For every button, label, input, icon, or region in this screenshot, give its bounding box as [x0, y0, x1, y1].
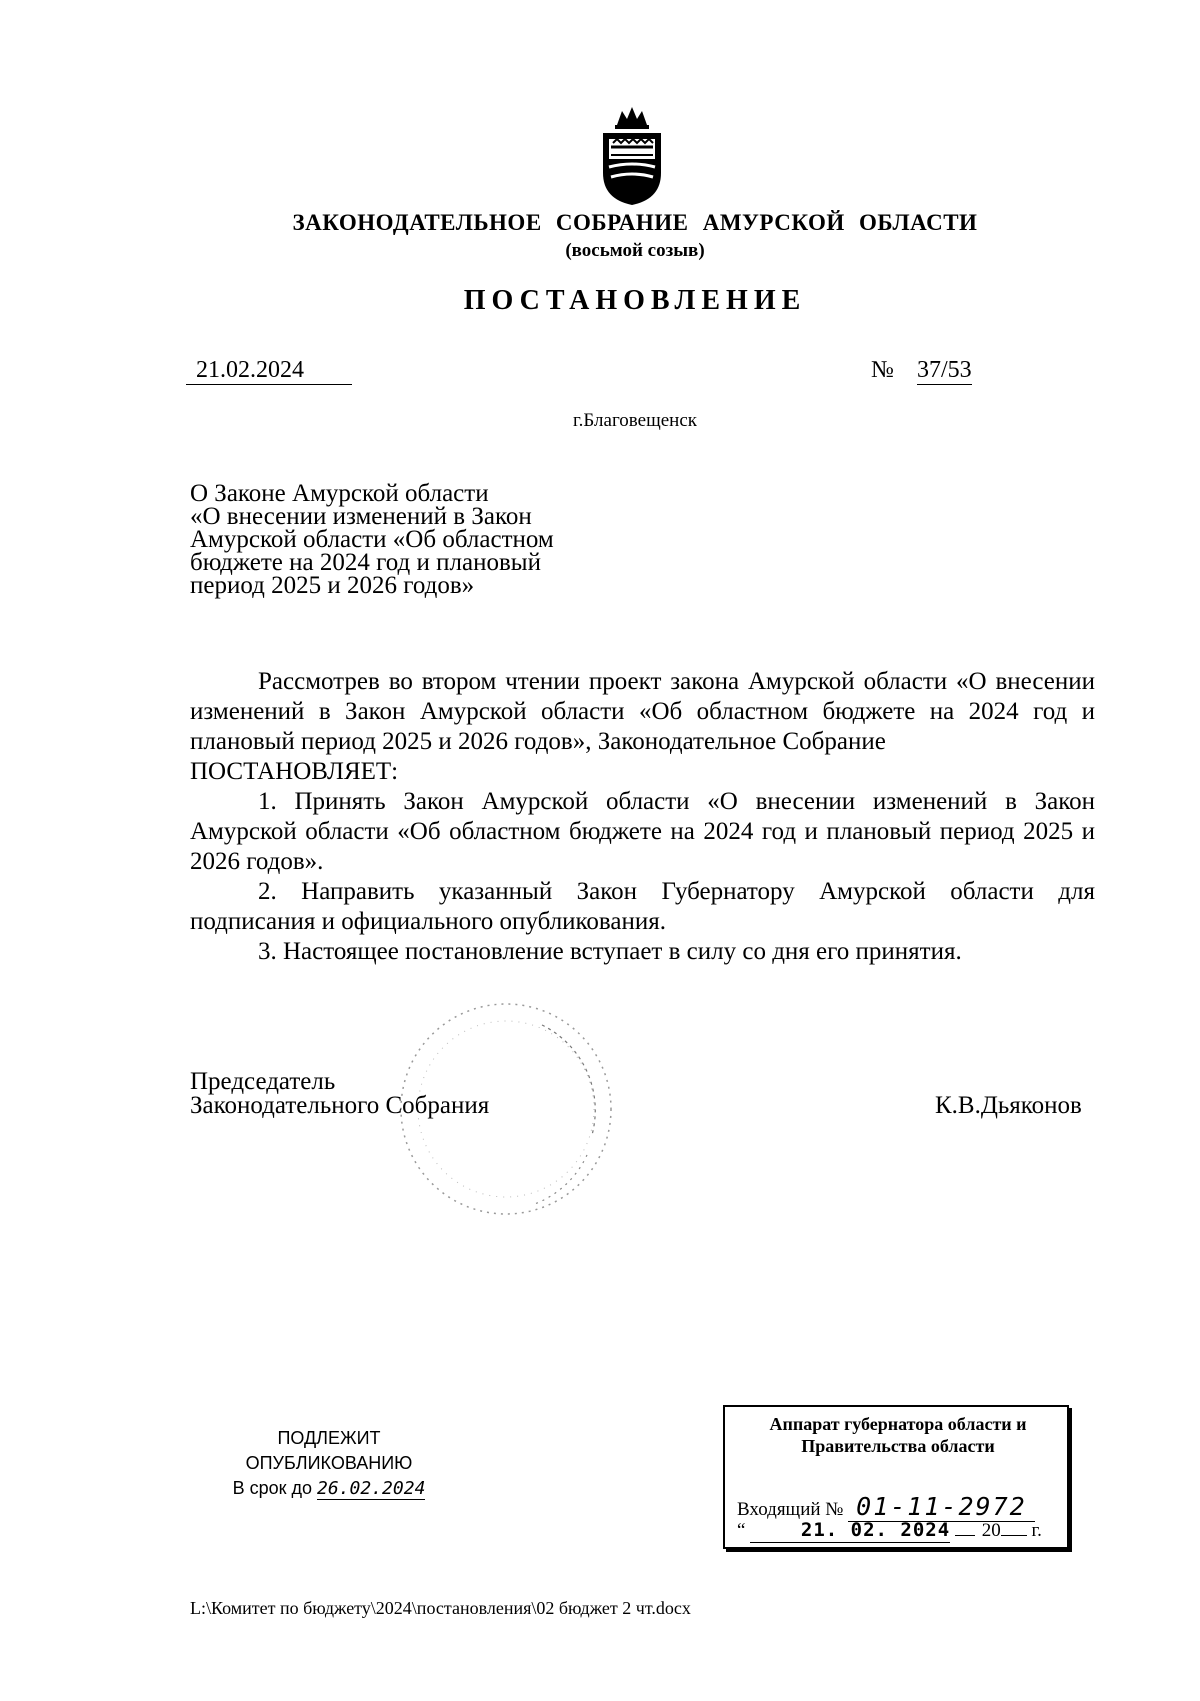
year-blank — [1001, 1535, 1027, 1536]
signatory-name: К.В.Дьяконов — [935, 1092, 1082, 1119]
stamp-date-field — [750, 1519, 950, 1543]
incoming-label: Входящий № — [737, 1499, 844, 1520]
stamp-header — [725, 1413, 1071, 1457]
stamp-date-value: 21. 02. 2024 — [800, 1519, 951, 1541]
date-quote: “ — [737, 1520, 746, 1541]
deadline-label: В срок до — [232, 1478, 313, 1498]
document-type: ПОСТАНОВЛЕНИЕ — [463, 285, 807, 316]
file-path-footer: L:\Комитет по бюджету\2024\постановления\02 бюджет 2 чт.docx — [190, 1598, 691, 1618]
subject-line: бюджете на 2024 год и плановый — [190, 549, 541, 576]
subject-line: период 2025 и 2026 годов» — [190, 572, 475, 599]
document-number: 37/53 — [917, 357, 972, 383]
deadline-value: 26.02.2024 — [317, 1478, 426, 1499]
stamp-date-row — [737, 1519, 1059, 1543]
stamp-incoming — [737, 1492, 1035, 1521]
resolution-item: 2. Направить указанный Закон Губернатору Амурской области для подписания и официального опубликования. — [190, 878, 1095, 935]
subject-line: «О внесении изменений в Закон — [190, 503, 532, 530]
intro-paragraph: Рассмотрев во втором чтении проект закона Амурской области «О внесении изменений в Закон Амурской области «Об областном бюджете на 2024 год и плановый период 2025 и 2026 годов», Законодательное Собрание — [190, 668, 1095, 755]
resolution-item: 1. Принять Закон Амурской области «О внесении изменений в Закон Амурской области «Об областном бюджете на 2024 год и плановый период 2025 и 2026 годов». — [190, 788, 1095, 875]
organization-title: ЗАКОНОДАТЕЛЬНОЕ СОБРАНИЕ АМУРСКОЙ ОБЛАСТИ — [292, 210, 978, 235]
coat-of-arms-emblem — [597, 103, 667, 207]
signatory-title-line: Председатель — [190, 1068, 336, 1095]
stamp-date-gap — [955, 1535, 975, 1536]
incoming-stamp — [723, 1405, 1069, 1549]
subject-line: Амурской области «Об областном — [190, 526, 554, 553]
resolution-item: 3. Настоящее постановление вступает в силу со дня его принятия. — [258, 938, 962, 965]
document-body — [190, 667, 1095, 967]
incoming-number: 01-11-2972 — [848, 1492, 1035, 1522]
signatory-title — [190, 1070, 489, 1118]
subject-line: О Законе Амурской области — [190, 480, 489, 507]
convocation: (восьмой созыв) — [565, 240, 705, 261]
number-label: № — [871, 357, 894, 383]
signatory-title-line: Законодательного Собрания — [190, 1092, 490, 1119]
city: г.Благовещенск — [573, 410, 697, 431]
year-prefix: 20 — [981, 1520, 1001, 1541]
stamp-header-line: Аппарат губернатора области и — [769, 1414, 1027, 1434]
document-date: 21.02.2024 — [186, 356, 352, 385]
document-subject — [190, 482, 554, 597]
publish-line: ПОДЛЕЖИТ — [277, 1428, 381, 1448]
resolves-label: ПОСТАНОВЛЯЕТ: — [190, 758, 399, 785]
year-suffix: г. — [1031, 1520, 1042, 1541]
stamp-header-line: Правительства области — [801, 1436, 995, 1456]
publish-deadline — [200, 1476, 458, 1501]
publish-line: ОПУБЛИКОВАНИЮ — [245, 1453, 413, 1473]
publication-note — [200, 1426, 458, 1501]
